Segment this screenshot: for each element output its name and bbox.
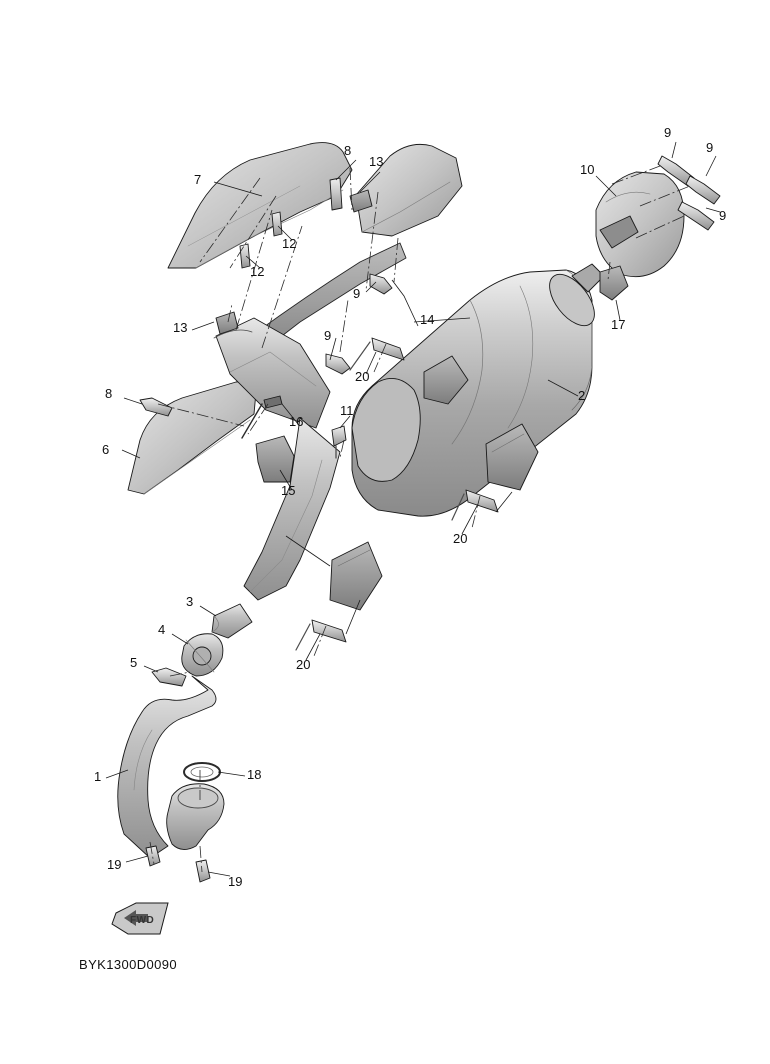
callout-12-b: 12 xyxy=(250,264,265,279)
callout-15: 15 xyxy=(281,483,296,498)
callout-8-upper: 8 xyxy=(344,143,352,158)
plate-15 xyxy=(256,436,294,482)
callout-8-lower: 8 xyxy=(105,386,113,401)
bolt-20-lower xyxy=(296,620,346,650)
tail-cover-10 xyxy=(596,172,684,277)
callout-13-a: 13 xyxy=(369,154,384,169)
clamp-4 xyxy=(182,634,223,676)
callout-10: 10 xyxy=(580,162,595,177)
callout-16: 16 xyxy=(289,414,304,429)
callout-20-c: 20 xyxy=(296,657,311,672)
callout-19-a: 19 xyxy=(107,857,122,872)
callout-4: 4 xyxy=(158,622,166,637)
muffler-bracket-lower xyxy=(330,542,382,610)
callout-9-d: 9 xyxy=(353,286,361,301)
callout-17: 17 xyxy=(611,317,626,332)
callout-9-b: 9 xyxy=(706,140,714,155)
bolt-19-b xyxy=(196,860,210,882)
callout-3: 3 xyxy=(186,594,194,609)
bolt-12-b xyxy=(240,244,250,268)
callout-20-b: 20 xyxy=(453,531,468,546)
gasket-18 xyxy=(184,763,220,781)
callout-6: 6 xyxy=(102,442,110,457)
callout-14: 14 xyxy=(420,312,435,327)
bolt-9-e xyxy=(326,354,350,374)
callout-9-a: 9 xyxy=(664,125,672,140)
callout-7: 7 xyxy=(194,172,202,187)
callout-12-a: 12 xyxy=(282,236,297,251)
callout-1: 1 xyxy=(94,769,102,784)
callout-18: 18 xyxy=(247,767,262,782)
bolt-8-upper xyxy=(330,178,342,210)
bolt-5 xyxy=(152,668,186,686)
diagram-part-code: BYK1300D0090 xyxy=(79,957,178,972)
pipe-flange xyxy=(167,784,224,850)
callout-5: 5 xyxy=(130,655,138,670)
bolt-12-a xyxy=(272,212,282,236)
callout-19-b: 19 xyxy=(228,874,243,889)
callout-2: 2 xyxy=(578,388,586,403)
bolt-9-d xyxy=(370,274,392,294)
sleeve-3 xyxy=(212,604,252,638)
callout-9-e: 9 xyxy=(324,328,332,343)
callout-20-a: 20 xyxy=(355,369,370,384)
bolt-8-lower xyxy=(140,398,172,416)
fwd-arrow-label: FWD xyxy=(130,915,155,926)
bolt-9-b xyxy=(686,176,720,204)
callout-11: 11 xyxy=(340,403,354,418)
callout-13-b: 13 xyxy=(173,320,188,335)
callout-9-c: 9 xyxy=(719,208,727,223)
